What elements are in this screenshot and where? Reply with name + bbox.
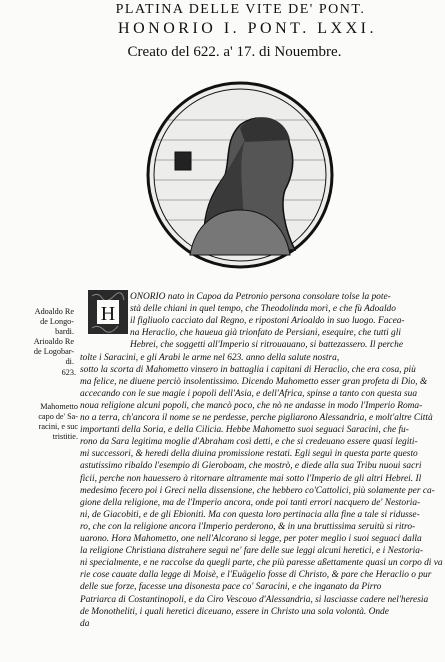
text-line: Patriarca di Costantinopoli, e da Ciro Vescouo d'Alessandria, si lasciasse cadere nel'heresia (80, 594, 429, 605)
text-line: ONORIO nato in Capoa da Petronio persona consolare tolse la pote- (130, 292, 391, 302)
text-line: ro, che con la religione ancora l'Imperio perderono, & in una bruttissima seruitù si ritro- (80, 521, 416, 532)
decorated-initial (88, 290, 128, 334)
text-line: ni, de Giacobiti, e de gli Ebioniti. Ma con questa loro pertinacia alla fine a tale si ridusse- (80, 509, 420, 520)
text-line: na Heraclio, che haueua già trionfato de Persiani, esequire, che tutti gli (130, 328, 401, 339)
text-line: la religione Christiana distrahere seguì ne' fare delle sue leggi alcuni heretici, e i Nestoria- (80, 546, 424, 557)
text-line: ma felice, ne diuene perciò insolentissimo. Dicendo Mahometto esser gran profeta di Dio, & (80, 376, 428, 387)
page-title: HONORIO I. PONT. LXXI. (118, 20, 377, 37)
text-line: accecando con le sue magie i popoli dell'Asia, e dell'Africa, spinse a tanto con questa sua (80, 388, 418, 399)
text-line: medesimo fecero poi i Greci nella dissensione, che hebbero co'Cattolici, più solamente per ca- (80, 485, 435, 496)
text-line: delle sue forze, facesse una disonesta pace co' Saracini, e che inganato da Pirro (80, 582, 382, 593)
svg-text:H: H (100, 303, 116, 325)
text-line: rie cose cauate dalla legge di Moisè, e l'Euägelio fosse di Christo, & pare che Heraclio o pur (80, 570, 432, 581)
running-header: PLATINA DELLE VITE DE' PONT. (115, 2, 366, 17)
text-line: Hebrei, che soggetti all'Imperio si ritrouauano, si battezassero. Il perche (130, 340, 403, 351)
text-line: de Monotheliti, i quali heretici diceuano, essere in Christo una sola volontà. Onde (80, 606, 389, 617)
text-line: importanti della Soria, e della Cilicia. Hebbe Mahometto suoi seguaci Saracini, che fu- (80, 425, 409, 436)
text-line: tolte i Saracini, e gli Arabi le arme nel 623. anno della salute nostra, (80, 352, 340, 363)
margin-note-mahometto: Mahometto capo de' Sa- racini, e suc tristitie. (38, 402, 78, 441)
text-line: stà delle chiani in quel tempo, che Theodolinda morì, e che fù Adoaldo (130, 304, 396, 315)
creation-date: Creato del 622. a' 17. di Nouembre. (127, 44, 342, 60)
text-line: il figliuolo cacciato dal Regno, e ripostoni Arioaldo in suo luogo. Facea- (130, 316, 405, 327)
text-line: noua religione alcuni popoli, che mancò poco, che nò ne andasse in modo l'Imperio Roma- (80, 400, 423, 411)
text-line: gione della religione, ma de l'Imperio ancora, onde poi tanti errori nacquero de' Nestoria- (80, 497, 421, 508)
text-line: astutissimo ribaldo l'esempio di Gieroboam, che mostrò, e diede alla sua Tribu nuoui sacri (80, 461, 422, 472)
margin-note-kings: Adoaldo Re de Longo- bardi. Arioaldo Re de Logobar- di. (33, 307, 74, 366)
text-line: ficii, perche non hauessero à ritornare altramente mai sotto l'Imperio de gli altri Hebrei. Il (80, 473, 422, 484)
margin-note-year: 623. (61, 368, 76, 377)
text-line: sotto la scorta di Mahometto vinsero in battaglia i capitani di Heraclio, che era cosa, più (80, 364, 416, 375)
text-line: da (80, 618, 90, 629)
text-line: no a terra, ch'ancora il nome se ne perdesse, perche pigliarono Alessandria, e molt'altre Città (80, 413, 433, 423)
text-line: uarono. Hora Mahometto, one nell'Alcorano si legge, per poter meglio i suoi seguaci dalla (80, 534, 422, 544)
text-line: mi successori, & heredi della diuina promissione restati. Egli seguì in questa parte questo (80, 449, 418, 460)
text-line: ni specialmente, e ne raccolse da quegli parte, che più paresse aßettamente quasi un corpo di va (80, 558, 443, 569)
pope-portrait-engraving (145, 80, 335, 270)
text-line: rono da Sara legitima moglie d'Abraham così detti, e che si credeuano essere quasi legiti- (80, 437, 418, 448)
